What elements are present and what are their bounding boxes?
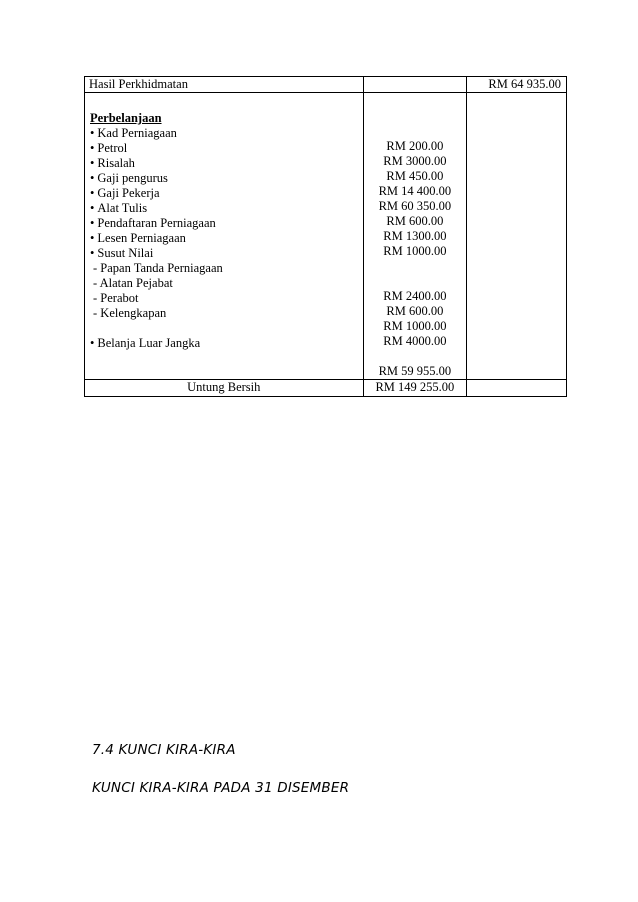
depreciation-amount: RM 1000.00 xyxy=(383,319,447,333)
expense-item: • Alat Tulis xyxy=(90,201,363,216)
depreciation-amount: RM 4000.00 xyxy=(383,334,447,348)
expense-item: • Pendaftaran Perniagaan xyxy=(90,216,363,231)
total-empty-cell xyxy=(467,380,567,397)
income-label: Hasil Perkhidmatan xyxy=(85,77,364,93)
expense-amount: RM 1000.00 xyxy=(383,244,447,258)
depreciation-amount: RM 600.00 xyxy=(386,304,444,318)
expense-amount: RM 450.00 xyxy=(386,169,444,183)
total-amount: RM 149 255.00 xyxy=(363,380,467,397)
long-term-amount: RM 59 955.00 xyxy=(378,364,452,378)
section-subheading: KUNCI KIRA-KIRA PADA 31 DISEMBER xyxy=(92,780,350,796)
depreciation-amount: RM 2400.00 xyxy=(383,289,447,303)
profit-loss-table xyxy=(84,76,567,397)
expense-amount: RM 14 400.00 xyxy=(378,184,452,198)
expenses-row xyxy=(85,93,567,380)
expense-amount: RM 600.00 xyxy=(386,214,444,228)
section-heading: 7.4 KUNCI KIRA-KIRA xyxy=(92,742,236,758)
expense-item: • Petrol xyxy=(90,141,363,156)
expenses-heading: Perbelanjaan xyxy=(90,111,162,125)
expense-labels xyxy=(85,93,364,380)
expense-empty-cell xyxy=(467,93,567,380)
expense-item: • Lesen Perniagaan xyxy=(90,231,363,246)
income-row xyxy=(85,77,567,93)
expense-amounts xyxy=(363,93,467,380)
expense-item: • Risalah xyxy=(90,156,363,171)
depreciation-item: - Papan Tanda Perniagaan xyxy=(90,261,363,276)
long-term-expense: • Belanja Luar Jangka xyxy=(90,336,363,351)
depreciation-item: - Perabot xyxy=(90,291,363,306)
expense-amount: RM 200.00 xyxy=(386,139,444,153)
depreciation-item: - Alatan Pejabat xyxy=(90,276,363,291)
total-label: Untung Bersih xyxy=(85,380,364,397)
expense-amount: RM 1300.00 xyxy=(383,229,447,243)
depreciation-item: - Kelengkapan xyxy=(90,306,363,321)
expense-item: • Gaji Pekerja xyxy=(90,186,363,201)
expense-item: • Gaji pengurus xyxy=(90,171,363,186)
expense-amount: RM 3000.00 xyxy=(383,154,447,168)
total-row xyxy=(85,380,567,397)
expense-item: • Susut Nilai xyxy=(90,246,363,261)
income-empty-cell xyxy=(363,77,467,93)
expense-item: • Kad Perniagaan xyxy=(90,126,363,141)
income-amount: RM 64 935.00 xyxy=(467,77,567,93)
expense-amount: RM 60 350.00 xyxy=(378,199,452,213)
